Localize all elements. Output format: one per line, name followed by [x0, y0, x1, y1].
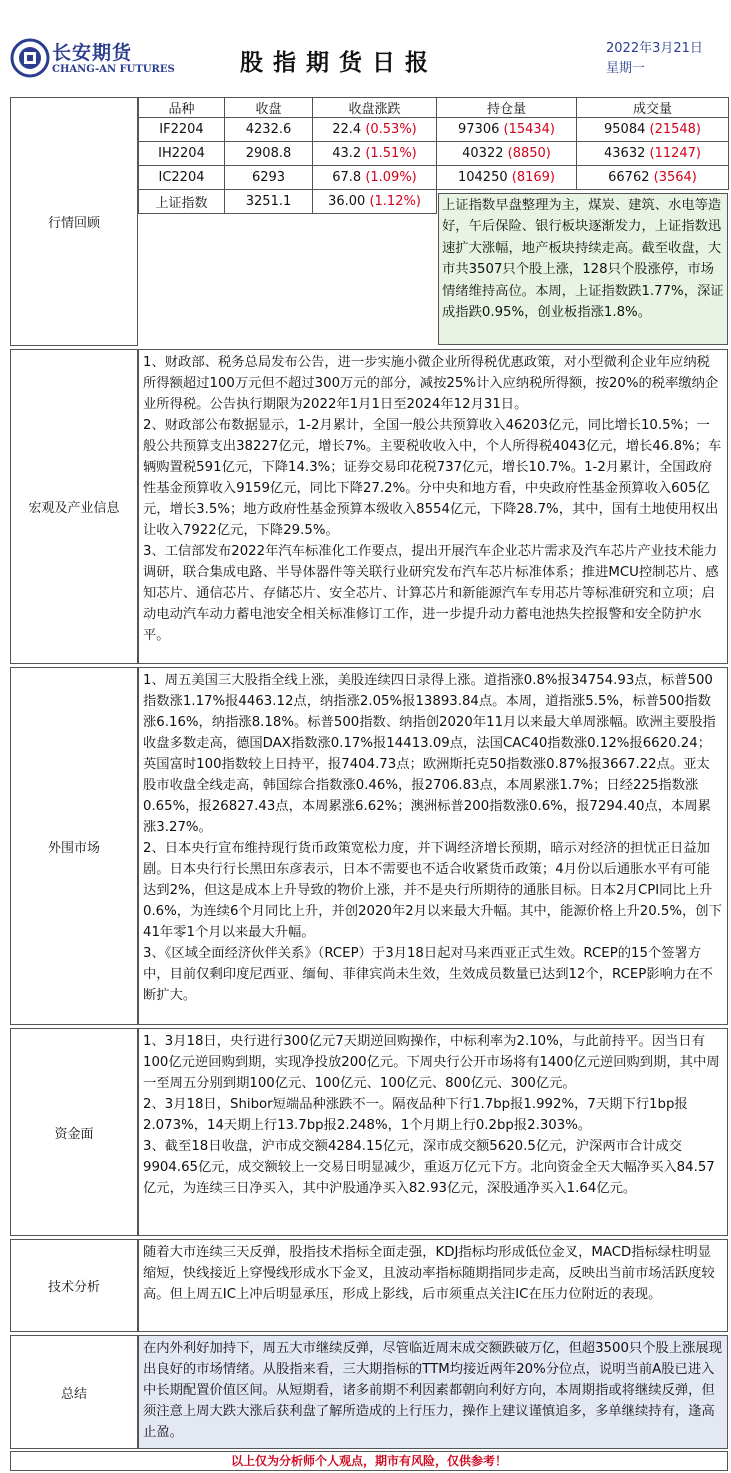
- oi-change: (8169): [511, 170, 555, 185]
- report-date: 2022年3月21日: [606, 41, 703, 56]
- macro-paragraph: 3、工信部发布2022年汽车标准化工作要点，提出开展汽车企业芯片需求及汽车芯片产业技术能力调研，联合集成电路、半导体器件等关联行业研究发布汽车芯片标准体系；推进MCU控制芯片、感知芯片、通信芯片、存储芯片、安全芯片、计算芯片和新能源汽车专用芯片等标准研究和立项；启动电动汽车动力蓄电池安全相关标准修订工作，进一步提升动力蓄电池热失控报警和安全防护水平。: [143, 544, 719, 643]
- report-weekday: 星期一: [606, 61, 646, 76]
- col-header-name: 品种: [139, 98, 225, 118]
- oi-change: (8850): [507, 146, 551, 161]
- change-pct: (0.53%): [365, 122, 417, 137]
- overseas-paragraph: 3、《区域全面经济伙伴关系》（RCEP）于3月18日起对马来西亚正式生效。RCEP的15个签署方中，目前仅剩印度尼西亚、缅甸、菲律宾尚未生效，生效成员数量已达到12个，RCEP影响力在不断扩大。: [143, 946, 713, 1003]
- contract-name: IH2204: [139, 142, 225, 166]
- contract-name: IF2204: [139, 118, 225, 142]
- col-header-oi: 持仓量: [437, 98, 577, 118]
- volume-change: (21548): [649, 122, 701, 137]
- funds-paragraph: 3、截至18日收盘，沪市成交额4284.15亿元，深市成交额5620.5亿元，沪深两市合计成交9904.65亿元，成交额较上一交易日明显减少，重返万亿元下方。北向资金全天大幅净买入84.57亿元，为连续三日净买入，其中沪股通净买入82.93亿元，深股通净买入1.64亿元。: [143, 1139, 715, 1196]
- change-value: 67.8: [332, 170, 362, 185]
- company-logo-icon: [10, 38, 50, 78]
- technical-content: 随着大市连续三天反弹，股指技术指标全面走强，KDJ指标均形成低位金叉，MACD指标绿柱明显缩短，快线接近上穿慢线形成水下金叉，且波动率指标随期指同步走高，反映出当前市场活跃度较高。但上周五IC上冲后明显承压，形成上影线，后市须重点关注IC在压力位附近的表现。: [138, 1239, 728, 1332]
- overseas-paragraph: 2、日本央行宣布维持现行货币政策宽松力度，并下调经济增长预期，暗示对经济的担忧正日益加剧。日本央行行长黑田东彦表示，日本不需要也不适合收紧货币政策；4月份以后通胀水平有可能达到2%，但这是成本上升导致的物价上涨，并不是央行所期待的通胀目标。日本2月CPI同比上升0.6%，为连续6个月同比上升，并创2020年2月以来最大升幅。其中，能源价格上升20.5%，创下41年零1个月以来最大升幅。: [143, 841, 722, 940]
- oi-value: 40322: [462, 146, 504, 161]
- volume-cell: [577, 118, 729, 142]
- close-value: 2908.8: [225, 142, 313, 166]
- market-table-header: [139, 98, 729, 118]
- company-name-en: CHANG-AN FUTURES: [52, 64, 175, 75]
- oi-value: 104250: [457, 170, 508, 185]
- conclusion-label: 总结: [10, 1335, 138, 1449]
- close-value: 6293: [225, 166, 313, 190]
- conclusion-content: 在内外利好加持下，周五大市继续反弹，尽管临近周末成交额跌破万亿，但超3500只个股上涨展现出良好的市场情绪。从股指来看，三大期指标的TTM均接近两年20%分位点，说明当前A股已进入中长期配置价值区间。从短期看，诸多前期不利因素都朝向利好方向，本周期指或将继续反弹，但须注意上周大跌大涨后获利盘了解所造成的上行压力，操作上建议谨慎追多，多单继续持有，逢高止盈。: [138, 1335, 728, 1449]
- macro-content: [138, 349, 728, 664]
- change-pct: (1.51%): [365, 146, 417, 161]
- change-cell: [313, 142, 437, 166]
- macro-paragraph: 2、财政部公布数据显示，1-2月累计，全国一般公共预算收入46203亿元，同比增长10.5%；一般公共预算支出38227亿元，增长7%。主要税收收入中，个人所得税4043亿元，增长46.8%；车辆购置税591亿元，下降14.3%；证券交易印花税737亿元，增长10.7%。1-2月累计，全国政府性基金预算收入9159亿元，同比下降27.2%。分中央和地方看，中央政府性基金预算收入605亿元，增长3.5%；地方政府性基金预算本级收入8554亿元，下降28.7%，其中，国有土地使用权出让收入7922亿元，下降29.5%。: [143, 418, 722, 538]
- oi-cell: [437, 166, 577, 190]
- funds-paragraph: 1、3月18日，央行进行300亿元7天期逆回购操作，中标利率为2.10%，与此前持平。因当日有100亿元逆回购到期，实现净投放200亿元。下周央行公开市场将有1400亿元逆回购到期，其中周一至周五分别到期100亿元、100亿元、100亿元、800亿元、300亿元。: [143, 1034, 720, 1091]
- sh-index-change-cell: [313, 190, 437, 214]
- oi-value: 97306: [458, 122, 500, 137]
- change-cell: [313, 166, 437, 190]
- oi-cell: [437, 142, 577, 166]
- technical-label: 技术分析: [10, 1239, 138, 1332]
- sh-index-close: 3251.1: [225, 190, 313, 214]
- sh-index-change: 36.00: [328, 194, 366, 209]
- oi-change: (15434): [503, 122, 555, 137]
- volume-value: 95084: [604, 122, 646, 137]
- table-row: [139, 166, 729, 190]
- funds-paragraph: 2、3月18日，Shibor短端品种涨跌不一。隔夜品种下行1.7bp报1.992%，7天期下行1bp报2.073%，14天期上行13.7bp报2.248%，1个月期上行0.2bp报2.303%。: [143, 1097, 688, 1133]
- macro-label: 宏观及产业信息: [10, 349, 138, 664]
- change-value: 43.2: [332, 146, 362, 161]
- table-row: [139, 142, 729, 166]
- change-cell: [313, 118, 437, 142]
- market-summary: 上证指数早盘整理为主，煤炭、建筑、水电等造好，午后保险、银行板块逐渐发力，上证指数迅速扩大涨幅，地产板块持续走高。截至收盘，大市共3507只个股上涨，128只个股涨停，市场情绪维持高位。本周，上证指数跌1.77%，深证成指跌0.95%，创业板指涨1.8%。: [438, 193, 728, 345]
- volume-change: (11247): [649, 146, 701, 161]
- volume-cell: [577, 166, 729, 190]
- table-row: [139, 118, 729, 142]
- contract-name: IC2204: [139, 166, 225, 190]
- sh-index-name: 上证指数: [139, 190, 225, 214]
- volume-value: 43632: [604, 146, 646, 161]
- disclaimer: 以上仅为分析师个人观点，期市有风险，仅供参考！: [10, 1451, 728, 1471]
- sh-index-change-pct: (1.12%): [369, 194, 421, 209]
- col-header-volume: 成交量: [577, 98, 729, 118]
- volume-value: 66762: [608, 170, 650, 185]
- market-review-label: 行情回顾: [10, 97, 138, 346]
- overseas-content: [138, 667, 728, 1025]
- volume-cell: [577, 142, 729, 166]
- change-pct: (1.09%): [365, 170, 417, 185]
- report-title: 股指期货日报: [240, 50, 438, 76]
- oi-cell: [437, 118, 577, 142]
- overseas-label: 外围市场: [10, 667, 138, 1025]
- col-header-change: 收盘涨跌: [313, 98, 437, 118]
- funds-label: 资金面: [10, 1028, 138, 1236]
- close-value: 4232.6: [225, 118, 313, 142]
- change-value: 22.4: [332, 122, 362, 137]
- col-header-close: 收盘: [225, 98, 313, 118]
- funds-content: [138, 1028, 728, 1236]
- volume-change: (3564): [653, 170, 697, 185]
- macro-paragraph: 1、财政部、税务总局发布公告，进一步实施小微企业所得税优惠政策，对小型微利企业年应纳税所得额超过100万元但不超过300万元的部分，减按25%计入应纳税所得额，按20%的税率缴纳企业所得税。公告执行期限为2022年1月1日至2024年12月31日。: [143, 355, 719, 412]
- company-name-cn: 长安期货: [52, 42, 133, 64]
- overseas-paragraph: 1、周五美国三大股指全线上涨，美股连续四日录得上涨。道指涨0.8%报34754.93点，标普500指数涨1.17%报4463.12点，纳指涨2.05%报13893.84点。本周，道指涨5.5%，标普500指数涨6.16%，纳指涨8.18%。标普500指数、纳指创2020年11月以来最大单周涨幅。欧洲主要股指收盘多数走高，德国DAX指数涨0.17%报14413.09点，法国CAC40指数涨0.12%报6620.24；英国富时100指数较上日持平，报7404.73点；欧洲斯托克50指数涨0.87%报3667.22点。亚太股市收盘全线走高，韩国综合指数涨0.46%，报2706.83点，本周累涨1.7%；日经225指数涨0.65%，报26827.43点，本周累涨6.62%；澳洲标普200指数涨0.6%，报7294.40点，本周累涨3.27%。: [143, 673, 716, 835]
- report-header: [0, 0, 731, 92]
